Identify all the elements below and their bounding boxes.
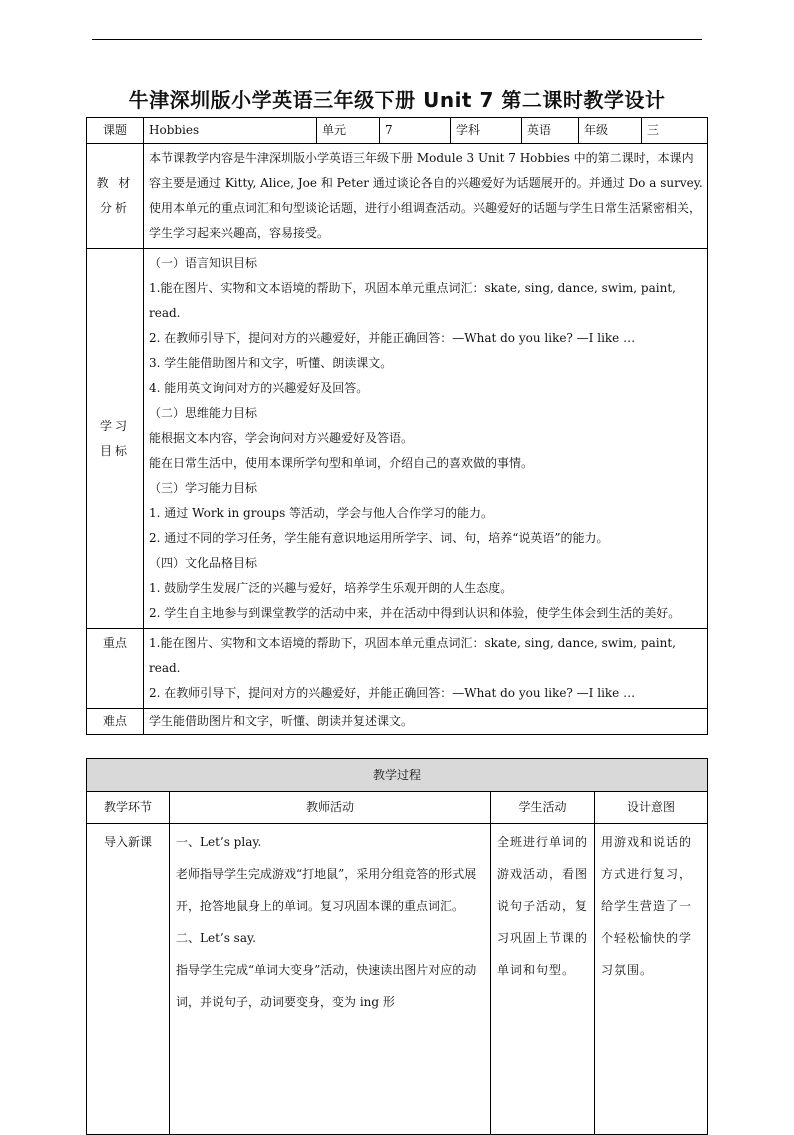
key-point-line: 2. 在教师引导下，提问对方的兴趣爱好，并能正确回答：—What do you like? —I like …: [149, 686, 636, 700]
header-rule: [92, 39, 702, 40]
goals-row: [87, 249, 708, 629]
analysis-row: [87, 144, 708, 249]
process-row: [87, 824, 708, 1135]
difficulty-text: 学生能借助图片和文字，听懂、朗读并复述课文。: [144, 709, 708, 735]
key-points-content: [144, 629, 708, 709]
grade-label: 年级: [579, 118, 642, 144]
process-heading-row: [87, 759, 708, 792]
grade-value: 三: [642, 118, 708, 144]
topic-label: 课题: [87, 118, 144, 144]
page-title: 牛津深圳版小学英语三年级下册 Unit 7 第二课时教学设计: [128, 88, 666, 112]
goal-heading: （三）学习能力目标: [149, 481, 258, 495]
goal-line: 能在日常生活中，使用本课所学句型和单词，介绍自己的喜欢做的事情。: [149, 456, 534, 470]
goal-line: 1. 鼓励学生发展广泛的兴趣与爱好，培养学生乐观开朗的人生态度。: [149, 581, 513, 595]
header-teacher: 教师活动: [170, 792, 491, 824]
teacher-line: 指导学生完成“单词大变身”活动，快速读出图片对应的动词，并说句子，动词要变身，变为 ing 形: [176, 963, 477, 1009]
goals-label-line1: 学习: [99, 418, 130, 433]
difficulty-row: [87, 709, 708, 735]
goal-line: 2. 学生自主地参与到课堂教学的活动中来，并在活动中得到认识和体验，使学生体会到生活的美好。: [149, 606, 681, 620]
student-activity: 全班进行单词的游戏活动，看图说句子活动，复习巩固上节课的单词和句型。: [491, 824, 595, 1135]
goal-line: 1.能在图片、实物和文本语境的帮助下，巩固本单元重点词汇：skate, sing, dance, swim, paint, read.: [149, 281, 676, 320]
difficulty-label: 难点: [87, 709, 144, 735]
stage-cell: 导入新课: [87, 824, 170, 1135]
goal-line: 4. 能用英文询问对方的兴趣爱好及回答。: [149, 381, 369, 395]
header-intent: 设计意图: [595, 792, 708, 824]
teacher-line: 二、Let’s say.: [176, 931, 256, 945]
goal-line: 能根据文本内容，学会询问对方兴趣爱好及答语。: [149, 431, 414, 445]
process-header-row: [87, 792, 708, 824]
subject-label: 学科: [451, 118, 522, 144]
goal-heading: （二）思维能力目标: [149, 406, 258, 420]
unit-label: 单元: [317, 118, 380, 144]
teacher-activity: [170, 824, 491, 1135]
info-row: [87, 118, 708, 144]
topic-value: Hobbies: [144, 118, 317, 144]
goal-line: 2. 通过不同的学习任务，学生能有意识地运用所学字、词、句，培养“说英语”的能力。: [149, 531, 609, 545]
teacher-line: 老师指导学生完成游戏“打地鼠”，采用分组竞答的形式展开，抢答地鼠身上的单词。复习巩固本课的重点词汇。: [176, 867, 477, 913]
analysis-text: 本节课教学内容是牛津深圳版小学英语三年级下册 Module 3 Unit 7 Hobbies 中的第二课时，本课内容主要是通过 Kitty, Alice, Joe 和 Peter 通过谈论各自的兴趣爱好为话题展开的。并通过 Do a survey. 使用本单元的重点词汇和句型谈论话题，进行小组调查活动。兴趣爱好的话题与学生日常生活紧密相关，学生学习起来兴趣高，容易接受。: [144, 144, 708, 249]
analysis-label-line1: 教 材: [96, 176, 134, 190]
unit-value: 7: [380, 118, 451, 144]
key-points-label: 重点: [87, 629, 144, 709]
goal-line: 3. 学生能借助图片和文字，听懂、朗读课文。: [149, 356, 393, 370]
key-point-line: 1.能在图片、实物和文本语境的帮助下，巩固本单元重点词汇：skate, sing, dance, swim, paint, read.: [149, 636, 676, 675]
goal-heading: （四）文化品格目标: [149, 556, 258, 570]
teacher-line: 一、Let’s play.: [176, 835, 262, 849]
goals-label: [87, 249, 144, 629]
goal-line: 1. 通过 Work in groups 等活动，学会与他人合作学习的能力。: [149, 506, 494, 520]
process-heading: 教学过程: [87, 759, 708, 792]
teaching-process-table: [86, 758, 708, 1135]
analysis-label: [87, 144, 144, 249]
header-stage: 教学环节: [87, 792, 170, 824]
goals-label-line2: 目标: [99, 443, 130, 458]
lesson-info-table: [86, 117, 708, 735]
goals-content: [144, 249, 708, 629]
goal-line: 2. 在教师引导下，提问对方的兴趣爱好，并能正确回答：—What do you like? —I like …: [149, 331, 636, 345]
goal-heading: （一）语言知识目标: [149, 256, 258, 270]
design-intent: 用游戏和说话的方式进行复习，给学生营造了一个轻松愉快的学习氛围。: [595, 824, 708, 1135]
key-points-row: [87, 629, 708, 709]
subject-value: 英语: [522, 118, 579, 144]
header-student: 学生活动: [491, 792, 595, 824]
analysis-label-line2: 分析: [99, 201, 130, 215]
